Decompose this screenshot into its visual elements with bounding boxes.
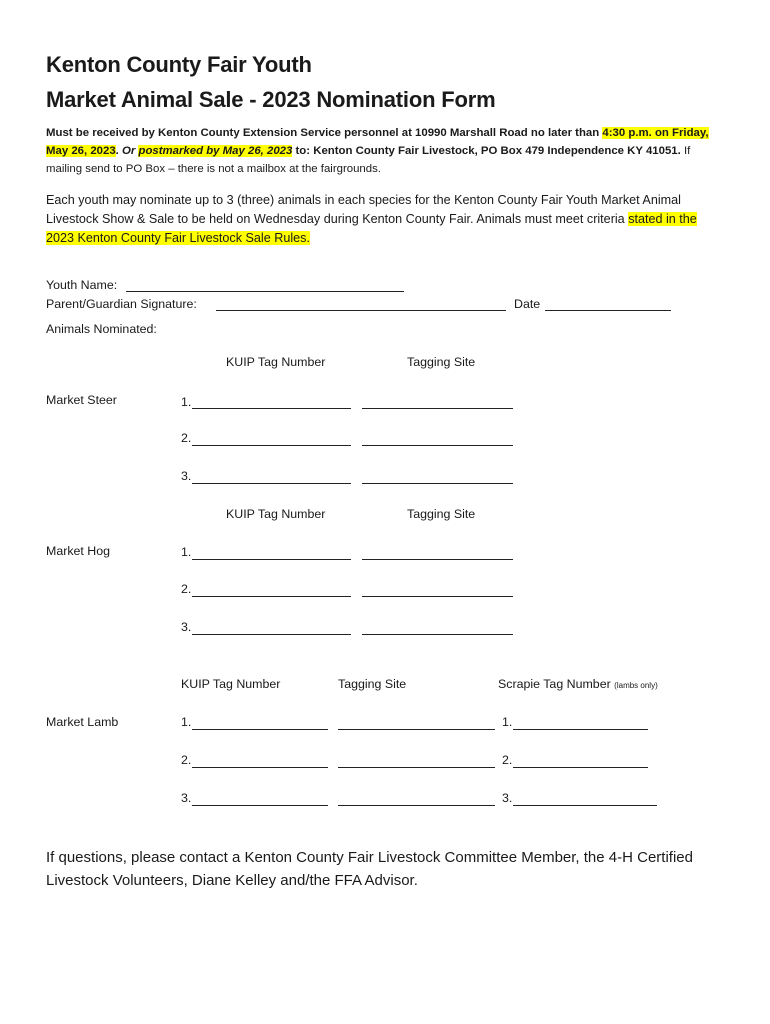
lamb-row-2-scrapie-field[interactable] [513,767,648,768]
lamb-row-3-scrapie-number: 3. [502,791,513,805]
form-title-line-2: Market Animal Sale - 2023 Nomination Form [46,87,496,112]
intro-text: Each youth may nominate up to 3 (three) animals in each species for the Kenton County Fair Youth Market Animal Livestock Show & Sale to be held on Wednesday during Kenton County Fair. Animals must meet criteria [46,193,681,226]
market-steer-label: Market Steer [46,393,117,407]
hog-row-1-number: 1. [181,545,192,559]
deadline-mailing-note: If mailing send to PO Box – there is not a mailbox at the fairgrounds. [46,145,691,175]
date-label: Date [514,297,541,311]
lamb-scrapie-header [498,677,658,691]
hog-row-2-kuip-field[interactable] [192,596,351,597]
hog-row-3-number: 3. [181,620,192,634]
steer-kuip-header: KUIP Tag Number [226,355,326,369]
parent-signature-label: Parent/Guardian Signature: [46,297,197,311]
date-field[interactable] [545,310,671,311]
lamb-row-3-kuip-field[interactable] [192,805,328,806]
deadline-time-highlight: 4:30 p.m. on Friday, May 26, 2023 [46,127,709,157]
lamb-row-1-scrapie-field[interactable] [513,729,648,730]
hog-row-1-kuip-field[interactable] [192,559,351,560]
steer-row-2-site-field[interactable] [362,445,513,446]
lamb-row-1-kuip-field[interactable] [192,729,328,730]
steer-tagging-site-header: Tagging Site [407,355,476,369]
deadline-postmark-highlight: postmarked by May 26, 2023 [138,145,293,157]
animals-nominated-label: Animals Nominated: [46,322,157,336]
steer-row-2-kuip-field[interactable] [192,445,351,446]
lamb-row-3-site-field[interactable] [338,805,495,806]
scrapie-header-note: (lambs only) [614,681,658,690]
market-hog-label: Market Hog [46,544,111,558]
hog-tagging-site-header: Tagging Site [407,507,476,521]
intro-paragraph [46,191,716,248]
deadline-or: Or [122,145,139,157]
steer-row-3-number: 3. [181,469,192,483]
parent-signature-field[interactable] [216,310,506,311]
lamb-row-2-site-field[interactable] [338,767,495,768]
lamb-row-2-scrapie-number: 2. [502,753,513,767]
scrapie-header-text: Scrapie Tag Number [498,677,611,691]
form-title-line-1: Kenton County Fair Youth [46,52,312,77]
steer-row-1-kuip-field[interactable] [192,408,351,409]
intro-highlight: stated in the 2023 Kenton County Fair Livestock Sale Rules. [46,212,697,245]
deadline-paragraph [46,124,726,178]
hog-row-3-kuip-field[interactable] [192,634,351,635]
lamb-kuip-header: KUIP Tag Number [181,677,281,691]
steer-row-3-kuip-field[interactable] [192,483,351,484]
lamb-row-3-number: 3. [181,791,192,805]
deadline-address: to: Kenton County Fair Livestock, PO Box 479 Independence KY 41051. [292,145,681,157]
lamb-row-1-site-field[interactable] [338,729,495,730]
youth-name-label: Youth Name: [46,278,118,292]
lamb-row-2-number: 2. [181,753,192,767]
lamb-tagging-site-header: Tagging Site [338,677,407,691]
footer-contact-text: If questions, please contact a Kenton County Fair Livestock Committee Member, the 4-H Certified Livestock Volunteers, Diane Kelley and/the FFA Advisor. [46,849,693,889]
steer-row-2-number: 2. [181,431,192,445]
steer-row-3-site-field[interactable] [362,483,513,484]
deadline-text: Must be received by Kenton County Extension Service personnel at 10990 Marshall Road no later than [46,127,603,139]
hog-row-2-number: 2. [181,582,192,596]
deadline-separator: . [115,145,123,157]
lamb-row-1-number: 1. [181,715,192,729]
hog-row-1-site-field[interactable] [362,559,513,560]
hog-kuip-header: KUIP Tag Number [226,507,326,521]
lamb-row-3-scrapie-field[interactable] [513,805,657,806]
steer-row-1-number: 1. [181,395,192,409]
hog-row-3-site-field[interactable] [362,634,513,635]
steer-row-1-site-field[interactable] [362,408,513,409]
youth-name-field[interactable] [126,291,404,292]
market-lamb-label: Market Lamb [46,715,119,729]
lamb-row-1-scrapie-number: 1. [502,715,513,729]
lamb-row-2-kuip-field[interactable] [192,767,328,768]
hog-row-2-site-field[interactable] [362,596,513,597]
